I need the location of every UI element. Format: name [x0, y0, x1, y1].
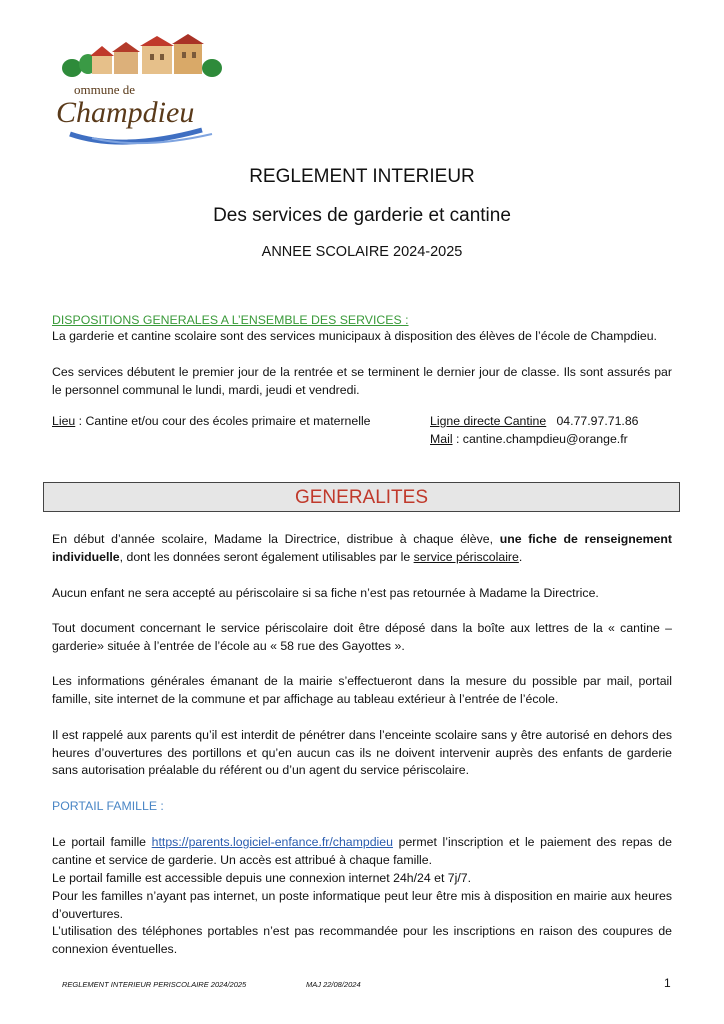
svg-text:Champdieu: Champdieu: [56, 96, 195, 129]
ligne-directe-line: Ligne directe Cantine 04.77.97.71.86: [430, 414, 639, 428]
portail-paragraph-4: L’utilisation des téléphones portables n’est pas recommandée pour les inscriptions en raison des coupures de connexion éventuelles.: [52, 924, 672, 956]
lieu-line: Lieu : Cantine et/ou cour des écoles primaire et maternelle: [52, 414, 371, 428]
footer-update-date: MAJ 22/08/2024: [306, 980, 361, 989]
dispositions-heading: DISPOSITIONS GENERALES A L’ENSEMBLE DES SERVICES :: [52, 313, 409, 327]
portail-heading: PORTAIL FAMILLE :: [52, 799, 164, 813]
generalites-paragraph-2: Aucun enfant ne sera accepté au périscolaire si sa fiche n’est pas retournée à Madame la Directrice.: [52, 586, 599, 600]
footer-document-name: REGLEMENT INTERIEUR PERISCOLAIRE 2024/2025: [62, 980, 247, 989]
portail-famille-link[interactable]: https://parents.logiciel-enfance.fr/champdieu: [151, 835, 393, 849]
commune-logo: [52, 34, 242, 149]
portail-paragraph-3: Pour les familles n’ayant pas internet, un poste informatique peut leur être mis à disposition en mairie aux heures d’ouvertures.: [52, 889, 672, 921]
mail-line: Mail : cantine.champdieu@orange.fr: [430, 432, 628, 446]
svg-text:ommune de: ommune de: [74, 82, 136, 97]
generalites-paragraph-5: Il est rappelé aux parents qu’il est interdit de pénétrer dans l’enceinte scolaire sans y être autorisé en dehors des heures d’ouvertures des portillons et qu’en aucun cas ils ne doivent intervenir auprès des enfants de garderie sans autorisation préalable du référent ou d’un agent du service périscolaire.: [52, 728, 672, 777]
dispositions-paragraph-2: Ces services débutent le premier jour de la rentrée et se terminent le dernier jour de classe. Ils sont assurés par le personnel communal le lundi, mardi, jeudi et vendredi.: [52, 365, 672, 397]
school-year: ANNEE SCOLAIRE 2024-2025: [261, 244, 463, 260]
generalites-paragraph-3: Tout document concernant le service périscolaire doit être déposé dans la boîte aux lettres de la « cantine – garderie» située à l’entrée de l’école au « 58 rue des Gayottes ».: [52, 621, 672, 653]
champdieu-logo-icon: [52, 34, 242, 149]
document-title: REGLEMENT INTERIEUR: [249, 166, 475, 187]
portail-paragraph-1: Le portail famille https://parents.logiciel-enfance.fr/champdieu permet l’inscription et le paiement des repas de cantine et service de garderie. Un accès est attribué à chaque famille.: [52, 835, 672, 867]
portail-paragraph-2: Le portail famille est accessible depuis une connexion internet 24h/24 et 7j/7.: [52, 871, 472, 885]
page-number: 1: [664, 976, 671, 990]
document-subtitle: Des services de garderie et cantine: [213, 205, 511, 226]
generalites-paragraph-1: En début d’année scolaire, Madame la Directrice, distribue à chaque élève, une fiche de renseignement individuelle, dont les données seront également utilisables par le service périscolaire.: [52, 532, 673, 564]
generalites-banner: GENERALITES: [43, 482, 680, 512]
dispositions-paragraph-1: La garderie et cantine scolaire sont des services municipaux à disposition des élèves de l’école de Champdieu.: [52, 329, 657, 343]
generalites-paragraph-4: Les informations générales émanant de la mairie s’effectueront dans la mesure du possible par mail, portail famille, site internet de la commune et par affichage au tableau extérieur à l’entrée de l’école.: [52, 674, 672, 706]
